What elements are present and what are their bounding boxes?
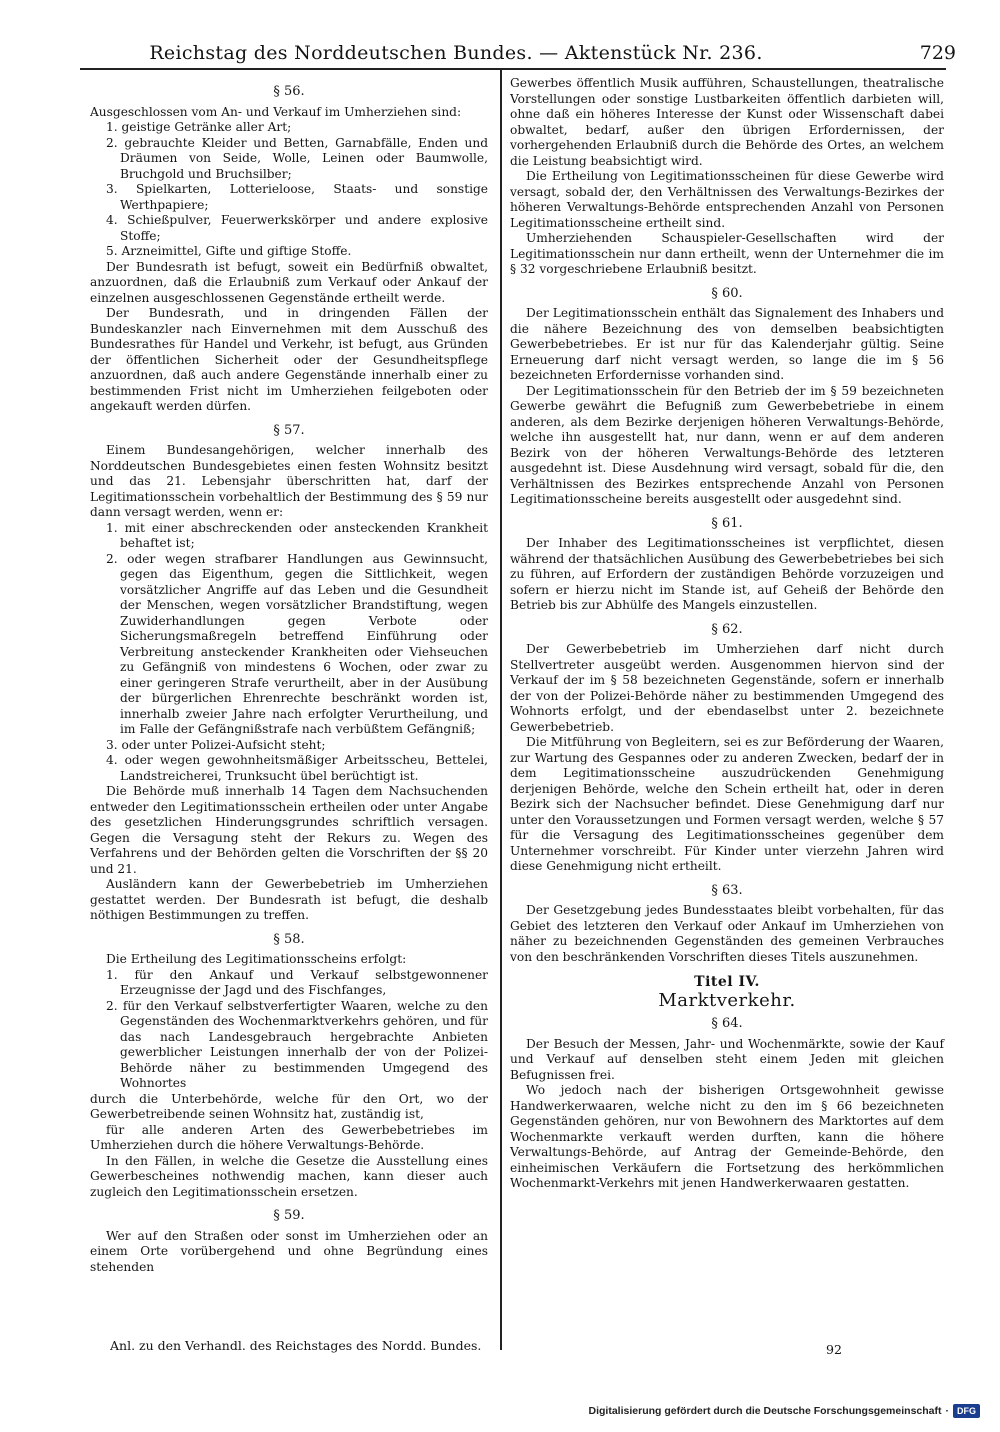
section-heading-63: § 63. [711, 882, 743, 898]
section-heading-56: § 56. [273, 84, 305, 99]
running-title: Reichstag des Norddeutschen Bundes. — Aktenstück Nr. 236. [149, 42, 763, 64]
section-heading-61: § 61. [711, 515, 743, 531]
list-item: 2. für den Verkauf selbstverfertigter Waaren, welche zu den Gegenständen des Wochenmarktverkehrs gehören, und für das nach Landesgebrauch hergebrachte Anbieten gewerblicher Leistungen innerhalb der von der Polizei-Behörde näher zu bestimmenden Umgegend des Wohnortes [106, 998, 488, 1090]
dfg-credit-text: Digitalisierung gefördert durch die Deutsche Forschungsgemeinschaft [588, 1405, 942, 1417]
list-item: 1. mit einer abschreckenden oder ansteckenden Krankheit behaftet ist; [106, 520, 488, 550]
header-rule [80, 68, 946, 70]
list-item: 5. Arzneimittel, Gifte und giftige Stoffe. [106, 244, 352, 258]
paragraph: Der Legitimationsschein enthält das Signalement des Inhabers und die nähere Bezeichnung des von demselben beabsichtigten Gewerbebetriebes. Er ist nur für das Kalenderjahr gültig. Seine Erneuerung darf nicht versagt werden, so lange die im § 56 bezeichneten Erfordernisse vorhanden sind. [510, 306, 944, 382]
list-item: 3. Spielkarten, Lotterieloose, Staats- und sonstige Werthpapiere; [106, 182, 488, 212]
paragraph: Ausgeschlossen vom An- und Verkauf im Umherziehen sind: [90, 104, 462, 119]
paragraph: Gewerbes öffentlich Musik aufführen, Schaustellungen, theatralische Vorstellungen oder sonstige Lustbarkeiten öffentlich darbieten will, ohne daß ein höheres Interesse der Kunst oder Wissenschaft dabei obwaltet, bedarf, außer den übrigen Erfordernissen, der vorhergehenden Erlaubniß durch die Behörde des Ortes, an welchem die Leistung beabsichtigt wird. [510, 76, 944, 168]
paragraph: Einem Bundesangehörigen, welcher innerhalb des Norddeutschen Bundesgebietes einen festen Wohnsitz besitzt und das 21. Lebensjahr überschritten hat, darf der Legitimationsschein vorbehaltlich der Bestimmung des § 59 nur dann versagt werden, wenn er: [90, 443, 488, 519]
footer-note: Anl. zu den Verhandl. des Reichstages des Nordd. Bundes. [110, 1338, 482, 1353]
paragraph: Der Bundesrath ist befugt, soweit ein Bedürfniß obwaltet, anzuordnen, daß die Erlaubniß zum Verkauf oder Ankauf der einzelnen ausgeschlossenen Gegenstände ertheilt werde. [90, 259, 488, 305]
list-item: 2. oder wegen strafbarer Handlungen aus Gewinnsucht, gegen das Eigenthum, gegen die Sittlichkeit, wegen vorsätzlicher Angriffe auf das Leben und die Gesundheit der Menschen, wegen vorsätzlicher Brandstiftung, wegen Zuwiderhandlungen gegen Verbote oder Sicherungsmaßregeln betreffend Einführung oder Verbreitung ansteckender Krankheiten oder Viehseuchen zu Gefängniß von mindestens 6 Wochen, oder zwar zu einer geringeren Strafe verurtheilt, aber in der Ausübung der bürgerlichen Ehrenrechte beschränkt worden ist, innerhalb zweier Jahre nach erfolgter Verurtheilung, und im Falle der Gefängnißstrafe nach verbüßtem Gefängniß; [106, 551, 488, 736]
title-subheading: Marktverkehr. [658, 989, 796, 1011]
paragraph: Der Inhaber des Legitimationsscheines ist verpflichtet, diesen während der thatsächlichen Ausübung des Gewerbebetriebes bei sich zu führen, auf Erfordern der zuständigen Behörde vorzuzeigen und sofern er hierzu nicht im Stande ist, auf Geheiß der Behörde den Betrieb bis zur Abhülfe des Mangels einzustellen. [510, 536, 944, 612]
section-heading-62: § 62. [711, 621, 743, 637]
dfg-logo: DFG [953, 1404, 980, 1418]
list-item: 3. oder unter Polizei-Aufsicht steht; [106, 737, 326, 752]
list-item: 4. oder wegen gewohnheitsmäßiger Arbeitsscheu, Bettelei, Landstreicherei, Trunksucht übel berüchtigt ist. [106, 753, 488, 783]
column-divider [500, 68, 502, 1350]
title-heading: Titel IV. [694, 974, 760, 990]
paragraph: Ausländern kann der Gewerbebetrieb im Umherziehen gestattet werden. Der Bundesrath ist befugt, die deshalb nöthigen Bestimmungen zu treffen. [90, 877, 488, 922]
paragraph: Der Gewerbebetrieb im Umherziehen darf nicht durch Stellvertreter ausgeübt werden. Ausgenommen hiervon sind der Verkauf der im § 58 bezeichneten Gegenstände, sofern er innerhalb der von der Polizei-Behörde näher zu bestimmenden Umgegend des Wohnorts erfolgt, und der ebendaselbst unter 2. bezeichnete Gewerbebetrieb. [510, 642, 944, 734]
section-heading-64: § 64. [711, 1016, 743, 1031]
dfg-credit: Digitalisierung gefördert durch die Deutsche Forschungsgemeinschaft · DFG [589, 1404, 980, 1418]
paragraph: Die Mitführung von Begleitern, sei es zur Beförderung der Waaren, zur Wartung des Gespannes oder zu anderen Zwecken, bedarf der in dem Legitimationsscheine auszudrückenden Genehmigung derjenigen Behörde, welche den Schein ertheilt hat, oder in deren Bezirk sich der Nachsucher befindet. Diese Genehmigung darf nur unter den Voraussetzungen und Formen versagt werden, welche § 57 für die Versagung des Legitimationsscheines gegenüber dem Unternehmer vorschreibt. Für Kinder unter vierzehn Jahren wird diese Genehmigung nicht ertheilt. [510, 735, 944, 873]
list-item: 2. gebrauchte Kleider und Betten, Garnabfälle, Enden und Dräumen von Seide, Wolle, Leinen oder Baumwolle, Bruchgold und Bruchsilber; [106, 135, 488, 181]
sheet-signature: 92 [826, 1342, 842, 1357]
paragraph: In den Fällen, in welche die Gesetze die Ausstellung eines Gewerbescheines nothwendig machen, kann dieser auch zugleich den Legitimationsschein ersetzen. [90, 1153, 488, 1199]
right-column [510, 76, 944, 1192]
list-item: 4. Schießpulver, Feuerwerkskörper und andere explosive Stoffe; [106, 213, 488, 243]
section-heading-57: § 57. [273, 422, 305, 438]
left-column [90, 76, 488, 1275]
paragraph: Wo jedoch nach der bisherigen Ortsgewohnheit gewisse Handwerkerwaaren, welche nicht zu den im § 66 bezeichneten Gegenständen gehören, nur von Bewohnern des Marktortes auf dem Wochenmarkte verkauft werden durften, kann die höhere Verwaltungs-Behörde, auf Antrag der Gemeinde-Behörde, den einheimischen Verkäufern die Fortsetzung des herkömmlichen Wochenmarkt-Verkehrs mit jenen Handwerkerwaaren gestatten. [510, 1083, 944, 1190]
paragraph: Der Bundesrath, und in dringenden Fällen der Bundeskanzler nach Einvernehmen mit dem Ausschuß des Bundesrathes für Handel und Verkehr, ist befugt, aus Gründen der öffentlichen Sicherheit oder der Gesundheitspflege anzuordnen, daß auch andere Gegenstände innerhalb einer zu bestimmenden Frist nicht im Umherziehen feilgeboten oder angekauft werden dürfen. [90, 306, 488, 413]
paragraph: durch die Unterbehörde, welche für den Ort, wo der Gewerbetreibende seinen Wohnsitz hat, zuständig ist, [90, 1091, 488, 1121]
section-heading-58: § 58. [273, 931, 305, 947]
paragraph: Die Ertheilung von Legitimationsscheinen für diese Gewerbe wird versagt, sobald der, den Verhältnissen des Verwaltungs-Bezirkes der höheren Verwaltungs-Behörde entsprechenden Anzahl von Personen Legitimationsscheine ertheilt sind. [510, 169, 944, 230]
paragraph: Die Behörde muß innerhalb 14 Tagen dem Nachsuchenden entweder den Legitimationsschein ertheilen oder unter Angabe des gesetzlichen Hinderungsgrundes schriftlich versagen. Gegen die Versagung steht der Rekurs zu. Wegen des Verfahrens und der Behörden gelten die Vorschriften der §§ 20 und 21. [90, 784, 488, 876]
list-item: 1. für den Ankauf und Verkauf selbstgewonnener Erzeugnisse der Jagd und des Fischfanges, [106, 967, 488, 997]
list-item: 1. geistige Getränke aller Art; [106, 120, 292, 134]
paragraph: Umherziehenden Schauspieler-Gesellschaften wird der Legitimationsschein nur dann ertheilt, wenn der Unternehmer die im § 32 vorgeschriebene Erlaubniß besitzt. [510, 231, 944, 276]
paragraph: Die Ertheilung des Legitimationsscheins erfolgt: [106, 952, 407, 966]
page-number: 729 [919, 42, 956, 64]
paragraph: Der Legitimationsschein für den Betrieb der im § 59 bezeichneten Gewerbe gewährt die Befugniß zum Gewerbebetriebe in einem anderen, als dem Bezirke derjenigen höheren Verwaltungs-Behörde, welche ihn ausgestellt hat, nur dann, wenn er auf dem anderen Bezirk von der höheren Verwaltungs-Behörde des letzteren ausgedehnt ist. Diese Ausdehnung wird versagt, sobald für die, den Verhältnissen des Bezirkes entsprechende Anzahl von Personen Legitimationsscheine bereits ausgestellt oder ausgedehnt sind. [510, 383, 944, 506]
paragraph: Der Besuch der Messen, Jahr- und Wochenmärkte, sowie der Kauf und Verkauf auf denselben steht einem Jeden mit gleichen Befugnissen frei. [510, 1036, 944, 1082]
paragraph: Der Gesetzgebung jedes Bundesstaates bleibt vorbehalten, für das Gebiet des letzteren den Verkauf oder Ankauf im Umherziehen von näher zu bezeichnenden Gegenständen des gemeinen Verbrauches von den beschränkenden Vorschriften dieses Titels auszunehmen. [510, 903, 944, 964]
paragraph: für alle anderen Arten des Gewerbebetriebes im Umherziehen durch die höhere Verwaltungs-Behörde. [90, 1122, 488, 1152]
section-heading-60: § 60. [711, 285, 743, 301]
section-heading-59: § 59. [273, 1208, 305, 1223]
paragraph: Wer auf den Straßen oder sonst im Umherziehen oder an einem Orte vorübergehend und ohne Begründung eines stehenden [90, 1228, 488, 1274]
